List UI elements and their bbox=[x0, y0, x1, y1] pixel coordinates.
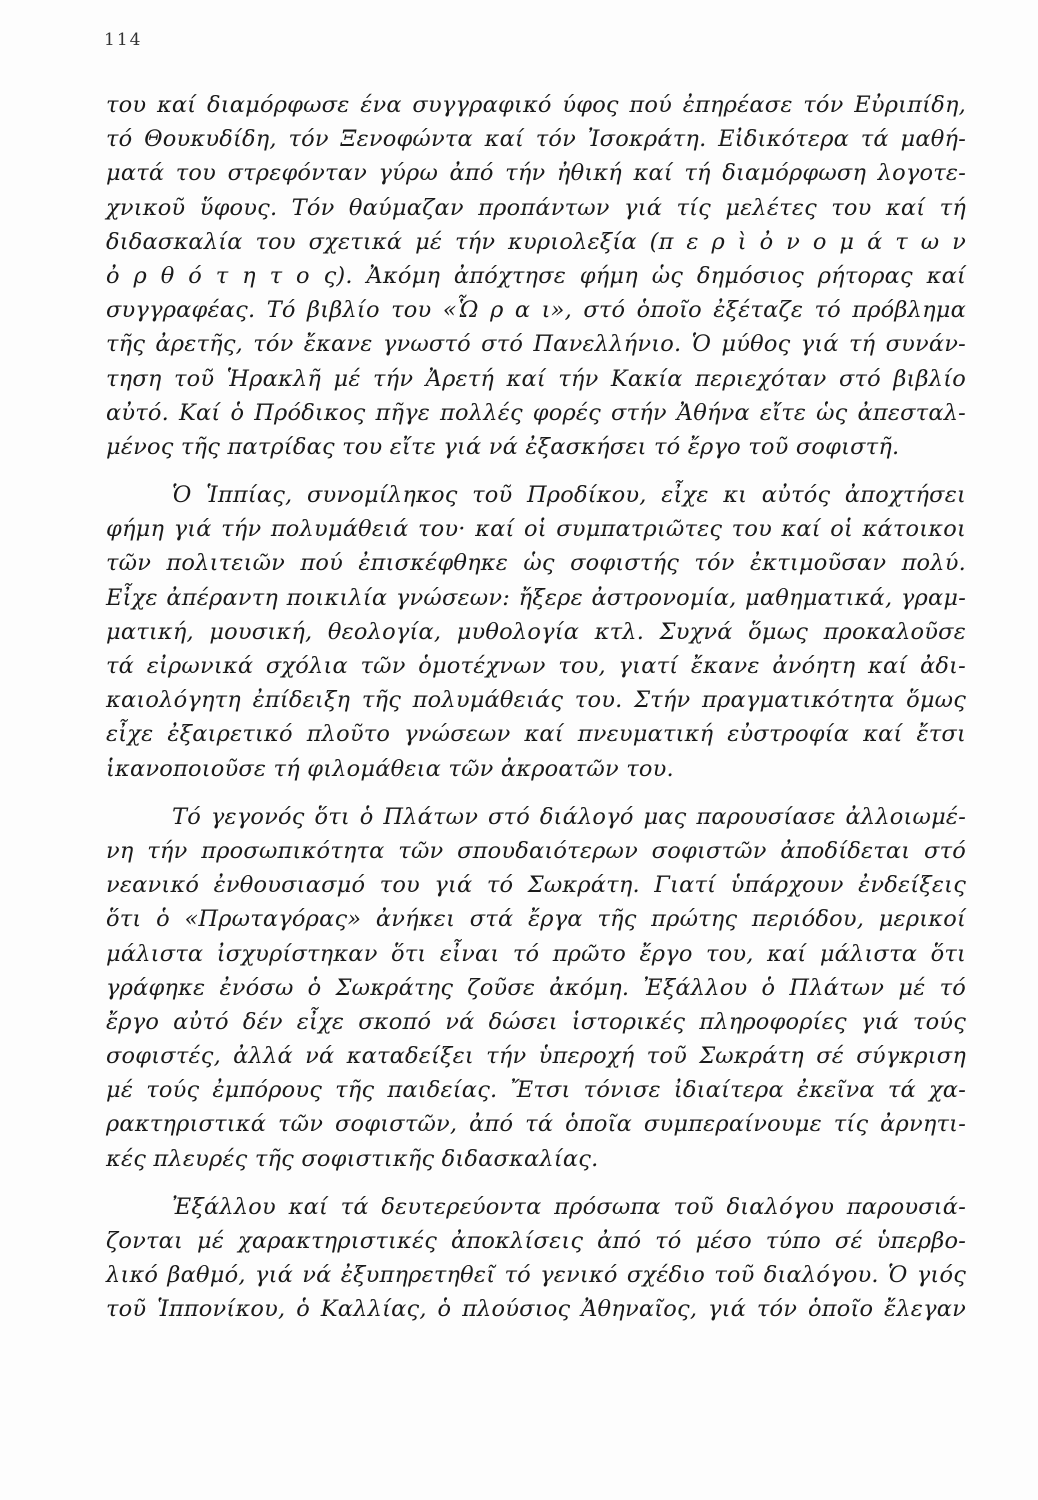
body-text bbox=[106, 88, 966, 1327]
text-line: σοφιστές, ἀλλά νά καταδείξει τήν ὑπεροχή τοῦ Σωκράτη σέ σύγκριση bbox=[106, 1043, 966, 1070]
text-line: τηση τοῦ Ἡρακλῆ μέ τήν Ἀρετή καί τήν Κακία περιεχόταν στό βιβλίο bbox=[106, 365, 966, 392]
text-line: τοῦ Ἱππονίκου, ὁ Καλλίας, ὁ πλούσιος Ἀθηναῖος, γιά τόν ὁποῖο ἔλεγαν bbox=[106, 1296, 966, 1323]
text-line: νη τήν προσωπικότητα τῶν σπουδαιότερων σοφιστῶν ἀποδίδεται στό bbox=[106, 837, 966, 864]
paragraph-1 bbox=[106, 88, 966, 464]
text-line: Τό γεγονός ὅτι ὁ Πλάτων στό διάλογό μας παρουσίασε ἀλλοιωμέ- bbox=[172, 803, 966, 830]
text-line: συγγραφέας. Τό βιβλίο του «Ὧ ρ α ι», στό ὁποῖο ἐξέταζε τό πρόβλημα bbox=[106, 297, 966, 324]
text-line: αὐτό. Καί ὁ Πρόδικος πῆγε πολλές φορές στήν Ἀθήνα εἴτε ὡς ἀπεσταλ- bbox=[106, 399, 966, 426]
text-line: ὀ ρ θ ό τ η τ ο ς). Ἀκόμη ἀπόχτησε φήμη ὡς δημόσιος ρήτορας καί bbox=[106, 262, 966, 289]
text-line: ρακτηριστικά τῶν σοφιστῶν, ἀπό τά ὁποῖα συμπεραίνουμε τίς ἀρνητι- bbox=[106, 1111, 966, 1138]
text-line: εἶχε ἐξαιρετικό πλοῦτο γνώσεων καί πνευματική εὐστροφία καί ἔτσι bbox=[106, 721, 966, 748]
text-line: μάλιστα ἰσχυρίστηκαν ὅτι εἶναι τό πρῶτο ἔργο του, καί μάλιστα ὅτι bbox=[106, 940, 966, 967]
text-line: λικό βαθμό, γιά νά ἐξυπηρετηθεῖ τό γενικό σχέδιο τοῦ διαλόγου. Ὁ γιός bbox=[106, 1262, 966, 1289]
text-line: καιολόγητη ἐπίδειξη τῆς πολυμάθειάς του. Στήν πραγματικότητα ὅμως bbox=[106, 687, 966, 714]
text-line: μένος τῆς πατρίδας του εἴτε γιά νά ἐξασκήσει τό ἔργο τοῦ σοφιστῆ. bbox=[106, 433, 900, 460]
text-line: ὅτι ὁ «Πρωταγόρας» ἀνήκει στά ἔργα τῆς πρώτης περιόδου, μερικοί bbox=[106, 906, 966, 933]
text-line: τά εἰρωνικά σχόλια τῶν ὁμοτέχνων του, γιατί ἔκανε ἀνόητη καί ἀδι- bbox=[106, 653, 966, 679]
text-line: τῆς ἀρετῆς, τόν ἔκανε γνωστό στό Πανελλήνιο. Ὁ μύθος γιά τή συνάν- bbox=[106, 331, 966, 358]
text-line: ζονται μέ χαρακτηριστικές ἀποκλίσεις ἀπό τό μέσο τύπο σέ ὑπερβο- bbox=[106, 1228, 966, 1254]
text-line: τῶν πολιτειῶν πού ἐπισκέφθηκε ὡς σοφιστής τόν ἐκτιμοῦσαν πολύ. bbox=[106, 550, 966, 577]
text-line: ἔργο αὐτό δέν εἶχε σκοπό νά δώσει ἱστορικές πληροφορίες γιά τούς bbox=[106, 1008, 966, 1035]
paragraph-2 bbox=[106, 478, 966, 786]
text-line: φήμη γιά τήν πολυμάθειά του· καί οἱ συμπατριῶτες του καί οἱ κάτοικοι bbox=[106, 516, 966, 543]
text-line: του καί διαμόρφωσε ένα συγγραφικό ύφος πού ἐπηρέασε τόν Εὐριπίδη, bbox=[106, 92, 966, 118]
text-line: Ἐξάλλου καί τά δευτερεύοντα πρόσωπα τοῦ διαλόγου παρουσιά- bbox=[172, 1193, 966, 1220]
text-line: ματική, μουσική, θεολογία, μυθολογία κτλ. Συχνά ὅμως προκαλοῦσε bbox=[106, 618, 966, 645]
text-line: τό Θουκυδίδη, τόν Ξενοφώντα καί τόν Ἰσοκράτη. Εἰδικότερα τά μαθή- bbox=[106, 126, 966, 153]
paragraph-4 bbox=[106, 1190, 966, 1327]
text-line: διδασκαλία του σχετικά μέ τήν κυριολεξία (π ε ρ ὶ ὀ ν ο μ ά τ ω ν bbox=[106, 228, 966, 255]
paragraph-3 bbox=[106, 800, 966, 1176]
text-line: γράφηκε ἐνόσω ὁ Σωκράτης ζοῦσε ἀκόμη. Ἐξάλλου ὁ Πλάτων μέ τό bbox=[106, 974, 966, 1001]
page-number: 114 bbox=[104, 30, 143, 50]
text-line: κές πλευρές τῆς σοφιστικῆς διδασκαλίας. bbox=[106, 1145, 599, 1172]
text-line: Εἶχε ἀπέραντη ποικιλία γνώσεων: ἤξερε ἀστρονομία, μαθηματικά, γραμ- bbox=[106, 584, 966, 611]
text-line: νεανικό ἐνθουσιασμό του γιά τό Σωκράτη. Γιατί ὑπάρχουν ἐνδείξεις bbox=[106, 872, 966, 899]
text-line: ἱκανοποιοῦσε τή φιλομάθεια τῶν ἀκροατῶν του. bbox=[106, 755, 674, 782]
text-line: μέ τούς ἐμπόρους τῆς παιδείας. Ἔτσι τόνισε ἰδιαίτερα ἐκεῖνα τά χα- bbox=[106, 1077, 966, 1104]
text-line: ματά του στρεφόνταν γύρω ἀπό τήν ἠθική καί τή διαμόρφωση λογοτε- bbox=[106, 160, 966, 187]
text-line: χνικοῦ ὕφους. Τόν θαύμαζαν προπάντων γιά τίς μελέτες του καί τή bbox=[106, 194, 966, 221]
text-line: Ὁ Ἱππίας, συνομίληκος τοῦ Προδίκου, εἶχε κι αὐτός ἀποχτήσει bbox=[172, 482, 966, 509]
